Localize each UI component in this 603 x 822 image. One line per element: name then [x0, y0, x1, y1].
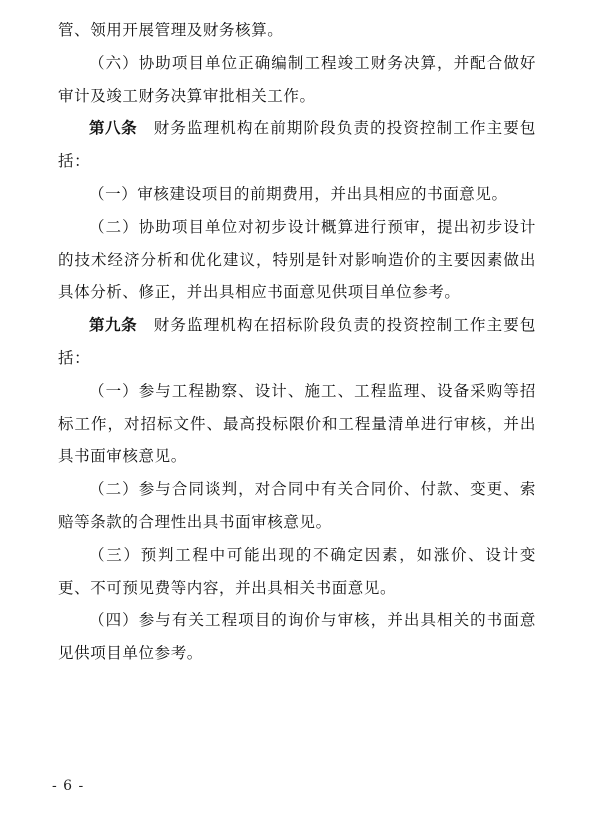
article-9-text: 财务监理机构在招标阶段负责的投资控制工作主要包括：: [58, 316, 536, 367]
article-9-intro: [58, 309, 536, 375]
article-9-item-2: （二）参与合同谈判，对合同中有关合同价、付款、变更、索赔等条款的合理性出具书面审核意见。: [58, 480, 536, 531]
article-9-item-3: （三）预判工程中可能出现的不确定因素，如涨价、设计变更、不可预见费等内容，并出具相关书面意见。: [58, 545, 536, 597]
article-8-heading: 第八条: [89, 119, 138, 138]
document-body: [58, 14, 536, 670]
paragraph-continuation: 管、领用开展管理及财务核算。: [58, 21, 284, 39]
article-8-text: 财务监理机构在前期阶段负责的投资控制工作主要包括：: [58, 119, 536, 171]
article-9-item-1: （一）参与工程勘察、设计、施工、工程监理、设备采购等招标工作，对招标文件、最高投标限价和工程量清单进行审核，并出具书面审核意见。: [58, 381, 536, 466]
article-9-item-4: （四）参与有关工程项目的询价与审核，并出具相关的书面意见供项目单位参考。: [58, 611, 536, 663]
article-8-intro: [58, 112, 536, 178]
article-9-heading: 第九条: [89, 316, 138, 335]
paragraph-item-6: （六）协助项目单位正确编制工程竣工财务决算，并配合做好审计及竣工财务决算审批相关工作。: [58, 53, 536, 105]
page-number: - 6 -: [52, 778, 85, 794]
article-8-item-1: （一）审核建设项目的前期费用，并出具相应的书面意见。: [89, 184, 508, 203]
article-8-item-2: （二）协助项目单位对初步设计概算进行预审，提出初步设计的技术经济分析和优化建议，特别是针对影响造价的主要因素做出具体分析、修正，并出具相应书面意见供项目单位参考。: [58, 217, 536, 302]
